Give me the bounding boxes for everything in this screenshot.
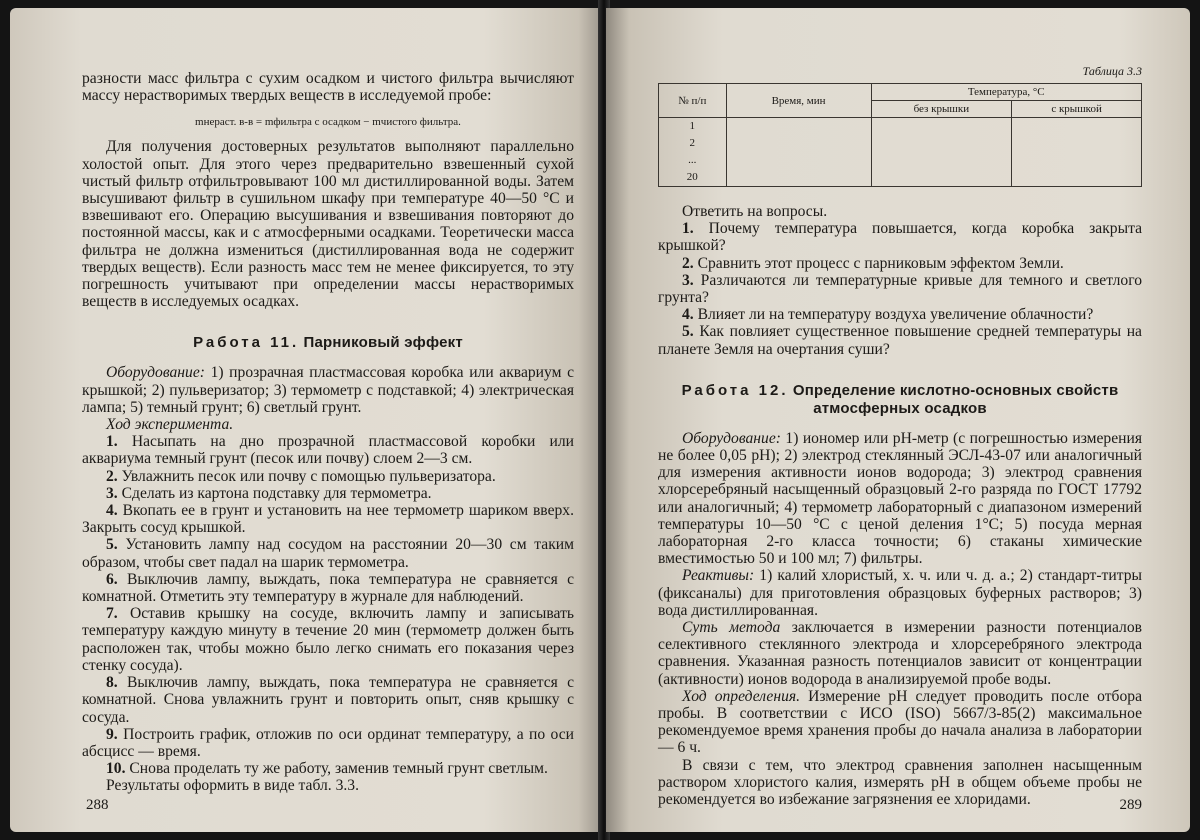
page-number-right: 289 — [1119, 797, 1142, 813]
step-text: Увлажнить песок или почву с помощью пульверизатора. — [121, 467, 496, 485]
procedure-paragraph — [658, 688, 1142, 757]
row-number: ... — [659, 152, 727, 169]
col-with-lid-header: с крышкой — [1012, 101, 1142, 118]
question-number: 1. — [682, 220, 694, 238]
step-number: 7. — [106, 605, 118, 623]
reagents-text: 1) калий хлористый, х. ч. или ч. д. а.; 2) стандарт-титры (фиксаналы) для приготовления образцовых буферных растворов; 3) вода дистиллированная. — [658, 567, 1142, 619]
section-heading: Определение кислотно-основных свойств атмосферных осадков — [792, 381, 1119, 417]
question-text: Сравнить этот процесс с парниковым эффектом Земли. — [697, 254, 1064, 272]
col-number-header: № п/п — [659, 84, 727, 118]
method-text: заключается в измерении разности потенциалов селективного стеклянного электрода и хлорсеребряного электрода сравнения. Указанная разность потенциалов зависит от концентрации (активности) ионов водорода в анализируемой пробе воды. — [658, 619, 1142, 688]
step-item — [82, 674, 574, 726]
step-number: 5. — [106, 536, 118, 554]
section-title-work-11 — [82, 334, 574, 352]
col-without-lid-header: без крышки — [871, 101, 1012, 118]
procedure-label: Ход определения. — [682, 687, 801, 705]
step-number: 3. — [106, 484, 118, 502]
step-number: 1. — [106, 433, 118, 451]
with-lid-cell — [1012, 118, 1142, 187]
step-item — [82, 536, 574, 570]
step-number: 6. — [106, 570, 118, 588]
equipment-text: 1) прозрачная пластмассовая коробка или аквариум с крышкой; 2) пульверизатор; 3) термометр с подставкой; 4) электрическая лампа; 5) темный грунт; 6) светлый грунт. — [82, 364, 575, 416]
step-text: Выключив лампу, выждать, пока температура не сравняется с комнатной. Отметить эту температуру в журнале для наблюдений. — [82, 570, 574, 606]
step-text: Оставив крышку на сосуде, включить лампу и записывать температуру каждую минуту в течение 20 мин (термометр должен быть расположен так, чтобы можно было легко снимать его показания через стенку сосуда). — [82, 605, 574, 674]
col-time-header: Время, мин — [726, 84, 871, 118]
question-text: Влияет ли на температуру воздуха увеличение облачности? — [697, 306, 1094, 324]
col-temperature-header: Температура, °С — [871, 84, 1142, 101]
without-lid-cell — [871, 118, 1012, 187]
step-number: 8. — [106, 674, 118, 692]
step-item — [82, 760, 574, 777]
question-text: Различаются ли температурные кривые для темного и светлого грунта? — [658, 271, 1143, 307]
right-page — [606, 8, 1190, 832]
method-paragraph — [658, 619, 1142, 688]
step-number: 4. — [106, 502, 118, 520]
step-text: Снова проделать ту же работу, заменив темный грунт светлым. — [129, 760, 548, 778]
procedure-label: Ход эксперимента. — [106, 416, 234, 434]
question-number: 4. — [682, 306, 694, 324]
reagents-paragraph — [658, 567, 1142, 619]
step-item — [82, 485, 574, 502]
table-row — [659, 118, 1142, 136]
question-number: 5. — [682, 323, 694, 341]
section-heading: Парниковый эффект — [303, 334, 463, 352]
row-number: 20 — [659, 169, 727, 187]
question-item — [658, 323, 1142, 357]
procedure-text: Измерение pH следует проводить после отбора пробы. В соответствии с ИСО (ISO) 5667/3-85(2) максимальное рекомендуемое время хранения пробы до начала анализа в лаборатории — 6 ч. — [658, 687, 1142, 757]
step-item — [82, 502, 574, 536]
equipment-paragraph — [82, 364, 574, 416]
procedure-steps — [82, 433, 574, 777]
reagents-label: Реактивы: — [682, 567, 755, 585]
equipment-paragraph — [658, 430, 1142, 568]
step-text: Установить лампу над сосудом на расстоянии 20—30 см таким образом, чтобы свет падал на шарик термометра. — [82, 536, 574, 571]
equipment-label: Оборудование: — [106, 364, 205, 382]
step-item — [82, 433, 574, 467]
question-item — [658, 220, 1142, 254]
question-item — [658, 306, 1142, 323]
step-text: Сделать из картона подставку для термометра. — [121, 484, 432, 502]
blank-test-paragraph: Для получения достоверных результатов выполняют параллельно холостой опыт. Для этого через предварительно взвешенный сухой чистый фильтр отфильтровывают 100 мл дистиллированной воды. Затем высушивают фильтр в сушильном шкафу при температуре 40—50 °С и взвешивают его. Операцию высушивания и взвешивания повторяют до постоянной массы, как и с атмосферными осадками. Теоретически масса фильтра не должна измениться (дистиллированная вода не содержит твердых веществ). Если разность масс тем не менее фиксируется, то эту погрешность учитывают при определении массы нерастворимых веществ в исследуемых осадках. — [82, 138, 574, 311]
questions-head: Ответить на вопросы. — [682, 203, 828, 220]
questions-block — [658, 203, 1142, 358]
section-label: Работа 11. — [193, 334, 300, 352]
question-item — [658, 272, 1142, 306]
results-line: Результаты оформить в виде табл. 3.3. — [106, 777, 359, 795]
mass-formula: mнераст. в-в = mфильтра с осадком − mчистого фильтра. — [195, 116, 461, 129]
step-text: Вкопать ее в грунт и установить на нее термометр шариком вверх. Закрыть сосуд крышкой. — [82, 502, 574, 537]
step-item — [82, 468, 574, 485]
method-label: Суть метода — [682, 619, 781, 637]
step-item — [82, 571, 574, 605]
step-number: 2. — [106, 467, 118, 485]
step-item — [82, 726, 574, 760]
step-text: Построить график, отложив по оси ординат температуру, а по оси абсцисс — время. — [82, 725, 574, 760]
step-number: 9. — [106, 725, 118, 743]
step-text: Насыпать на дно прозрачной пластмассовой коробки или аквариума темный грунт (песок или почву) слоем 2—3 см. — [82, 433, 574, 468]
temperature-table — [658, 83, 1142, 187]
table-caption: Таблица 3.3 — [1082, 64, 1142, 78]
time-cell — [726, 118, 871, 187]
section-label: Работа 12. — [681, 381, 789, 399]
question-text: Как повлияет существенное повышение средней температуры на планете Земля на очертания суши? — [658, 323, 1142, 358]
step-text: Выключив лампу, выждать, пока температура не сравняется с комнатной. Снова увлажнить грунт и повторить опыт, сняв крышку с сосуда. — [82, 674, 574, 726]
row-number: 1 — [659, 118, 727, 136]
question-number: 3. — [682, 271, 694, 289]
step-number: 10. — [106, 760, 126, 778]
question-number: 2. — [682, 254, 694, 272]
section-title-work-12 — [658, 382, 1142, 418]
page-number-left: 288 — [86, 797, 109, 813]
row-number: 2 — [659, 135, 727, 152]
intro-paragraph: разности масс фильтра с сухим осадком и чистого фильтра вычисляют массу нерастворимых твердых веществ в исследуемой пробе: — [82, 70, 574, 105]
equipment-text: 1) иономер или pH-метр (с погрешностью измерения не более 0,05 pH); 2) электрод стеклянный ЭСЛ-43-07 или аналогичный для измерения активности ионов водорода; 3) электрод сравнения хлорсеребряный насыщенный образцовый 2-го разряда по ГОСТ 17792 или аналогичный; 4) термометр лабораторный с диапазоном измерений температуры 10—50 °С с ценой деления 1°С; 5) посуда мерная лабораторная 2-го класса точности; 6) стаканы химические вместимостью 50 и 100 мл; 7) фильтры. — [658, 429, 1143, 568]
step-item — [82, 605, 574, 674]
last-paragraph: В связи с тем, что электрод сравнения заполнен насыщенным раствором хлористого калия, измерять pH в общем объеме пробы не рекомендуется во избежание загрязнения ее хлоридами. — [658, 756, 1142, 809]
left-page — [10, 8, 602, 832]
equipment-label: Оборудование: — [682, 429, 781, 447]
question-item — [658, 255, 1142, 272]
question-text: Почему температура повышается, когда коробка закрыта крышкой? — [658, 220, 1142, 255]
